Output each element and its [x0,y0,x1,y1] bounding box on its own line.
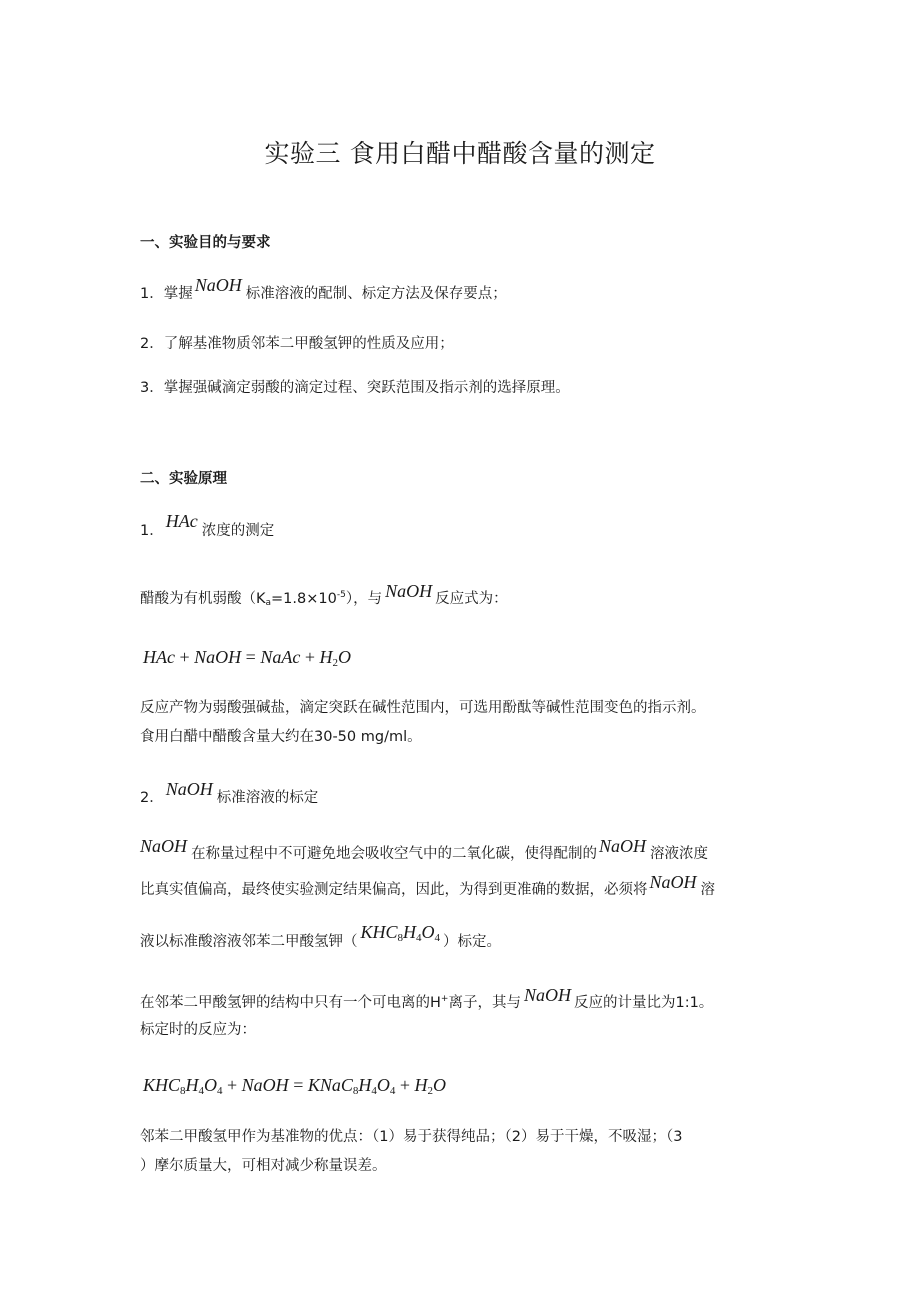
eq-term: H [319,647,333,667]
paragraph-advantages-line-1: 邻苯二甲酸氢甲作为基准物的优点：（1）易于获得纯品；（2）易于干燥，不吸湿；（3 [140,1129,683,1145]
eq-term: O [421,922,435,942]
eq-subscript: 2 [427,1085,434,1097]
text: 醋酸为有机弱酸（K [140,591,266,607]
eq-term: KHC [143,1075,181,1095]
eq-op: + [395,1075,415,1095]
eq-term: NaAc [260,647,301,667]
section-heading-principle: 二、实验原理 [140,471,227,487]
eq-op: = [288,1075,308,1095]
objective-item-2: 2．了解基准物质邻苯二甲酸氢钾的性质及应用； [140,336,454,352]
item-text: 1．掌握 [140,286,193,302]
formula-naoh: NaOH [523,985,571,1005]
formula-naoh: NaOH [599,836,647,856]
formula-naoh: NaOH [194,275,242,295]
paragraph-product-line-1: 反应产物为弱酸强碱盐，滴定突跃在碱性范围内，可选用酚酞等碱性范围变色的指示剂。 [140,700,706,716]
text: 反应式为： [435,591,508,607]
paragraph-co2-line-3 [140,922,502,952]
formula-naoh: NaOH [385,581,433,601]
text: 溶 [700,882,716,898]
eq-term: KNaC [307,1075,353,1095]
item-text: 标准溶液的配制、标定方法及保存要点； [245,286,507,302]
eq-term: H [403,922,417,942]
eq-op: + [174,647,195,667]
superscript: -5 [336,590,346,600]
paragraph-advantages-line-2: ）摩尔质量大，可相对减少称量误差。 [140,1158,387,1174]
eq-term: O [433,1075,447,1095]
paragraph-product-line-2: 食用白醋中醋酸含量大约在30-50 mg/ml。 [140,729,422,745]
subheading-naoh-standardization [140,779,319,806]
eq-term: KHC [360,922,398,942]
eq-subscript: 4 [198,1085,205,1097]
eq-op: + [300,647,320,667]
eq-subscript: 4 [371,1085,377,1097]
subheading-number: 1． [140,523,164,539]
subheading-label: 标准溶液的标定 [216,790,319,806]
text: ），与 [345,591,383,607]
text: 反应的计量比为1:1。 [573,995,714,1011]
subheading-number: 2． [140,790,164,806]
text: 离子，其与 [448,995,521,1011]
eq-op: + [222,1075,242,1095]
objective-item-3: 3．掌握强碱滴定弱酸的滴定过程、突跃范围及指示剂的选择原理。 [140,380,570,396]
eq-term: NaOH [241,1075,289,1095]
equation-hac-naoh [143,647,351,669]
formula-hac: HAc [165,511,198,531]
formula-khp [361,922,441,942]
objective-item-1 [140,275,507,302]
paragraph-khp-line-2: 标定时的反应为： [140,1022,256,1038]
formula-naoh: NaOH [140,836,188,856]
eq-subscript: 2 [332,657,338,669]
eq-op: = [241,647,261,667]
section-heading-objectives: 一、实验目的与要求 [140,235,271,251]
text: ）标定。 [443,934,502,950]
formula-naoh: NaOH [649,872,697,892]
eq-term: HAc [143,647,175,667]
text: =1.8×10 [271,591,337,607]
text: 溶液浓度 [650,846,709,862]
eq-subscript: 8 [180,1085,186,1097]
eq-subscript: 4 [416,932,422,944]
subheading-hac [140,511,275,539]
superscript: + [440,994,449,1004]
eq-term: H [185,1075,199,1095]
text: 在邻苯二甲酸氢钾的结构中只有一个可电离的H [140,995,441,1011]
paragraph-acetic-acid [140,581,508,608]
eq-term: O [204,1075,218,1095]
paragraph-khp-line-1 [140,985,714,1011]
subheading-label: 浓度的测定 [201,523,275,539]
eq-subscript: 8 [397,932,404,944]
eq-term: H [414,1075,428,1095]
eq-subscript: 4 [217,1085,223,1097]
eq-subscript: 8 [352,1085,359,1097]
page-title: 实验三 食用白醋中醋酸含量的测定 [264,139,656,168]
formula-naoh: NaOH [165,779,213,799]
eq-term: O [337,647,351,667]
eq-subscript: 4 [434,932,441,944]
eq-term: NaOH [194,647,242,667]
text: 比真实值偏高，最终使实验测定结果偏高，因此，为得到更准确的数据，必须将 [140,882,648,898]
text: 液以标准酸溶液邻苯二甲酸氢钾（ [140,934,358,950]
equation-khp-naoh [143,1075,446,1097]
text: 在称量过程中不可避免地会吸收空气中的二氧化碳，使得配制的 [191,846,598,862]
eq-subscript: 4 [389,1085,396,1097]
subscript: a [265,598,272,608]
paragraph-co2-line-2 [140,872,716,898]
eq-term: O [376,1075,390,1095]
paragraph-co2-line-1 [140,836,709,862]
eq-term: H [358,1075,372,1095]
